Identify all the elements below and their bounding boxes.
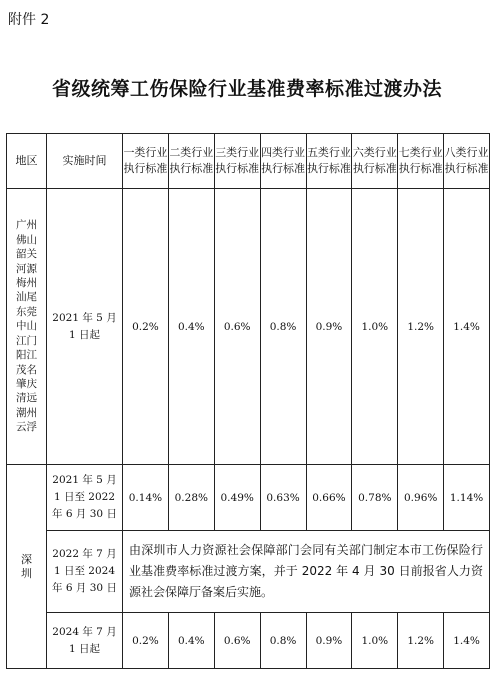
time-cell: 2022 年 7 月 1 日至 2024 年 6 月 30 日 [47,531,123,613]
attachment-label: 附件 2 [8,12,50,28]
rate-cell: 0.78% [352,465,398,531]
table-row [7,465,490,531]
rate-cell: 0.8% [260,189,306,465]
rate-cell: 1.4% [444,613,490,669]
region-cell [7,189,47,465]
region-list: 广州佛山韶关河源梅州汕尾东莞中山江门阳江茂名肇庆清远潮州云浮 [16,219,37,434]
time-cell: 2024 年 7 月 1 日起 [47,613,123,669]
rate-cell: 0.63% [260,465,306,531]
rate-cell: 1.2% [398,189,444,465]
rate-cell: 0.4% [168,189,214,465]
header-class-7: 七类行业执行标准 [398,134,444,189]
rate-cell: 0.6% [214,613,260,669]
header-region: 地区 [7,134,47,189]
region-cell-shenzhen [7,465,47,669]
rate-cell: 1.0% [352,613,398,669]
rate-cell: 0.14% [123,465,169,531]
header-class-2: 二类行业执行标准 [168,134,214,189]
rate-cell: 0.28% [168,465,214,531]
rate-cell: 0.4% [168,613,214,669]
header-class-1: 一类行业执行标准 [123,134,169,189]
table-row [7,189,490,465]
time-cell: 2021 年 5 月 1 日起 [47,189,123,465]
header-class-4: 四类行业执行标准 [260,134,306,189]
rate-cell: 0.9% [306,613,352,669]
table-row [7,613,490,669]
rate-cell: 1.14% [444,465,490,531]
table-row [7,531,490,613]
rate-cell: 0.2% [123,613,169,669]
header-class-5: 五类行业执行标准 [306,134,352,189]
rate-cell: 1.2% [398,613,444,669]
rate-cell: 0.6% [214,189,260,465]
rate-cell: 0.9% [306,189,352,465]
rate-cell: 0.8% [260,613,306,669]
rate-cell: 0.96% [398,465,444,531]
rate-cell: 0.49% [214,465,260,531]
header-row [7,134,490,189]
region-shenzhen: 深圳 [21,552,32,580]
rate-table [6,133,490,669]
header-time: 实施时间 [47,134,123,189]
header-class-6: 六类行业执行标准 [352,134,398,189]
rate-cell: 0.66% [306,465,352,531]
rate-cell: 1.4% [444,189,490,465]
transition-note: 由深圳市人力资源社会保障部门会同有关部门制定本市工伤保险行业基准费率标准过渡方案，并于 2022 年 4 月 30 日前报省人力资源社会保障厅备案后实施。 [123,531,490,613]
rate-cell: 0.2% [123,189,169,465]
document-title: 省级统筹工伤保险行业基准费率标准过渡办法 [51,78,442,100]
rate-cell: 1.0% [352,189,398,465]
header-class-8: 八类行业执行标准 [444,134,490,189]
time-cell: 2021 年 5 月 1 日至 2022 年 6 月 30 日 [47,465,123,531]
header-class-3: 三类行业执行标准 [214,134,260,189]
